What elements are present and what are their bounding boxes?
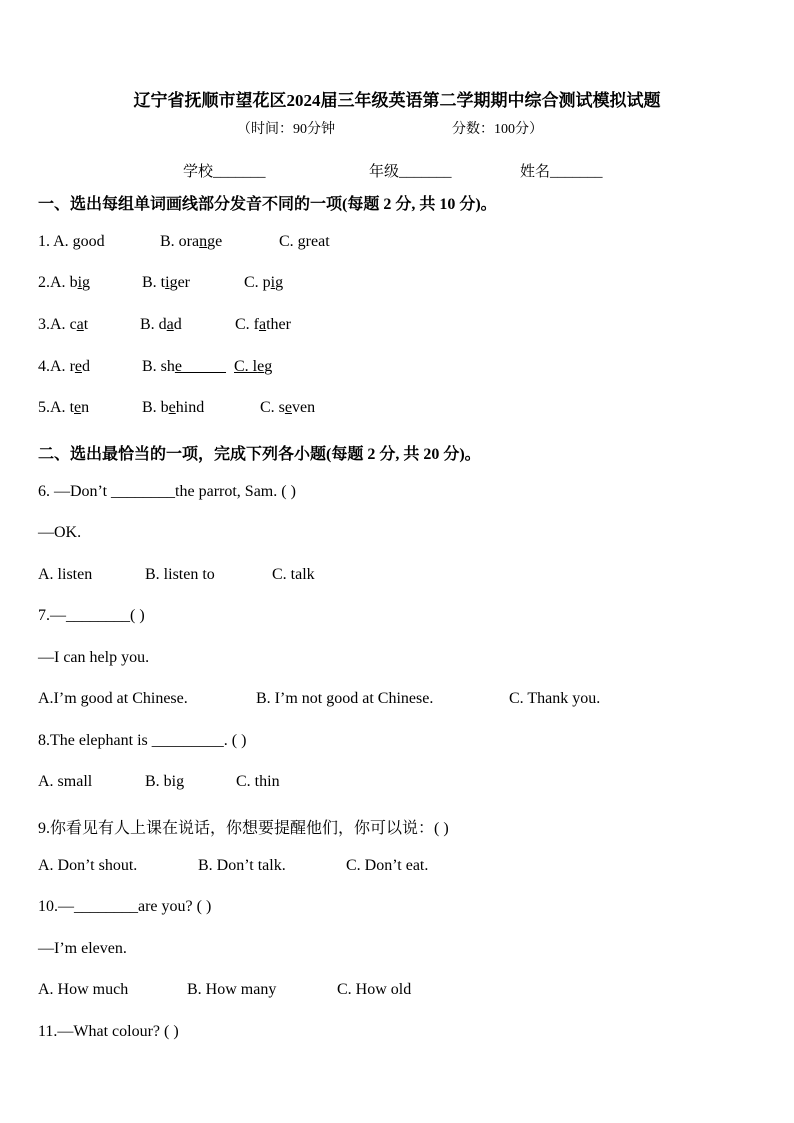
question-2	[38, 274, 738, 296]
question-1	[38, 233, 738, 255]
option-text: t	[69, 399, 75, 416]
question-number: 1. A.	[38, 233, 69, 250]
question-10-stem: 10.—________are you? ( )	[38, 898, 212, 915]
exam-time: （时间：90分钟	[237, 122, 335, 137]
option-c: C. Thank you.	[509, 690, 601, 707]
option-c: C. talk	[272, 566, 315, 583]
exam-score: 分数：100分）	[452, 122, 543, 137]
option-b: B. dad	[140, 316, 182, 333]
option-c: C. leg	[234, 358, 273, 375]
option-text: b	[69, 274, 78, 291]
question-4	[38, 358, 738, 380]
underlined-letter: i	[77, 274, 83, 291]
question-number: 2.A.	[38, 274, 66, 291]
question-number: 5.A.	[38, 399, 66, 416]
option-b: B. tiger	[142, 274, 191, 291]
question-5	[38, 399, 738, 421]
page-title: 辽宁省抚顺市望花区2024届三年级英语第二学期期中综合测试模拟试题	[133, 91, 661, 110]
question-6-options	[38, 566, 738, 588]
underlined-letter: e	[74, 399, 82, 416]
option-text: ood	[80, 233, 105, 250]
option-c: C. seven	[260, 399, 316, 416]
question-6-stem: 6. —Don’t ________the parrot, Sam. ( )	[38, 483, 296, 500]
option-b: B. listen to	[145, 566, 215, 583]
question-10-options	[38, 981, 738, 1003]
option-text: g	[82, 274, 91, 291]
question-10-reply: —I’m eleven.	[38, 940, 127, 957]
option-b: B. she	[142, 358, 183, 375]
underlined-letter: e	[74, 358, 82, 375]
option-a: A. listen	[38, 566, 93, 583]
option-c: C. great	[279, 233, 330, 250]
option-a: A.I’m good at Chinese.	[38, 690, 188, 707]
question-6-reply: —OK.	[38, 524, 82, 541]
question-9-stem: 9.你看见有人上课在说话，你想要提醒他们，你可以说：( )	[38, 820, 449, 837]
option-c: C. Don’t eat.	[346, 857, 429, 874]
question-number: 4.A.	[38, 358, 66, 375]
school-field: 学校_______	[183, 164, 266, 180]
option-text: r	[69, 358, 75, 375]
option-c: C. pig	[244, 274, 284, 291]
question-9-options	[38, 857, 738, 879]
question-11-stem: 11.—What colour? ( )	[38, 1023, 179, 1040]
option-c: C. How old	[337, 981, 412, 998]
option-b: B. How many	[187, 981, 277, 998]
option-c: C. thin	[236, 773, 280, 790]
option-b: B. Don’t talk.	[198, 857, 286, 874]
question-8-options	[38, 773, 738, 795]
option-b: B. behind	[142, 399, 205, 416]
option-text: d	[82, 358, 90, 375]
option-b: B. I’m not good at Chinese.	[256, 690, 434, 707]
option-c: C. father	[235, 316, 291, 333]
option-text: n	[81, 399, 90, 416]
option-a: A. Don’t shout.	[38, 857, 138, 874]
question-7-reply: —I can help you.	[38, 649, 150, 666]
question-8-stem: 8.The elephant is _________. ( )	[38, 732, 247, 749]
grade-field: 年级_______	[369, 164, 452, 180]
option-text: t	[83, 316, 89, 333]
section-heading-1: 一、选出每组单词画线部分发音不同的一项(每题 2 分, 共 10 分)。	[38, 196, 497, 213]
question-7-stem: 7.—________( )	[38, 607, 145, 624]
question-number: 3.A.	[38, 316, 66, 333]
underlined-letter: g	[72, 233, 81, 250]
option-a: A. small	[38, 773, 93, 790]
option-b: B. orange	[160, 233, 223, 250]
name-field: 姓名_______	[520, 164, 603, 180]
section-heading-2: 二、选出最恰当的一项，完成下列各小题(每题 2 分, 共 20 分)。	[38, 446, 481, 463]
question-7-options	[38, 690, 738, 712]
question-3	[38, 316, 738, 338]
option-text: c	[69, 316, 77, 333]
underlined-letter: a	[76, 316, 84, 333]
option-b: B. big	[145, 773, 185, 790]
option-a: A. How much	[38, 981, 129, 998]
